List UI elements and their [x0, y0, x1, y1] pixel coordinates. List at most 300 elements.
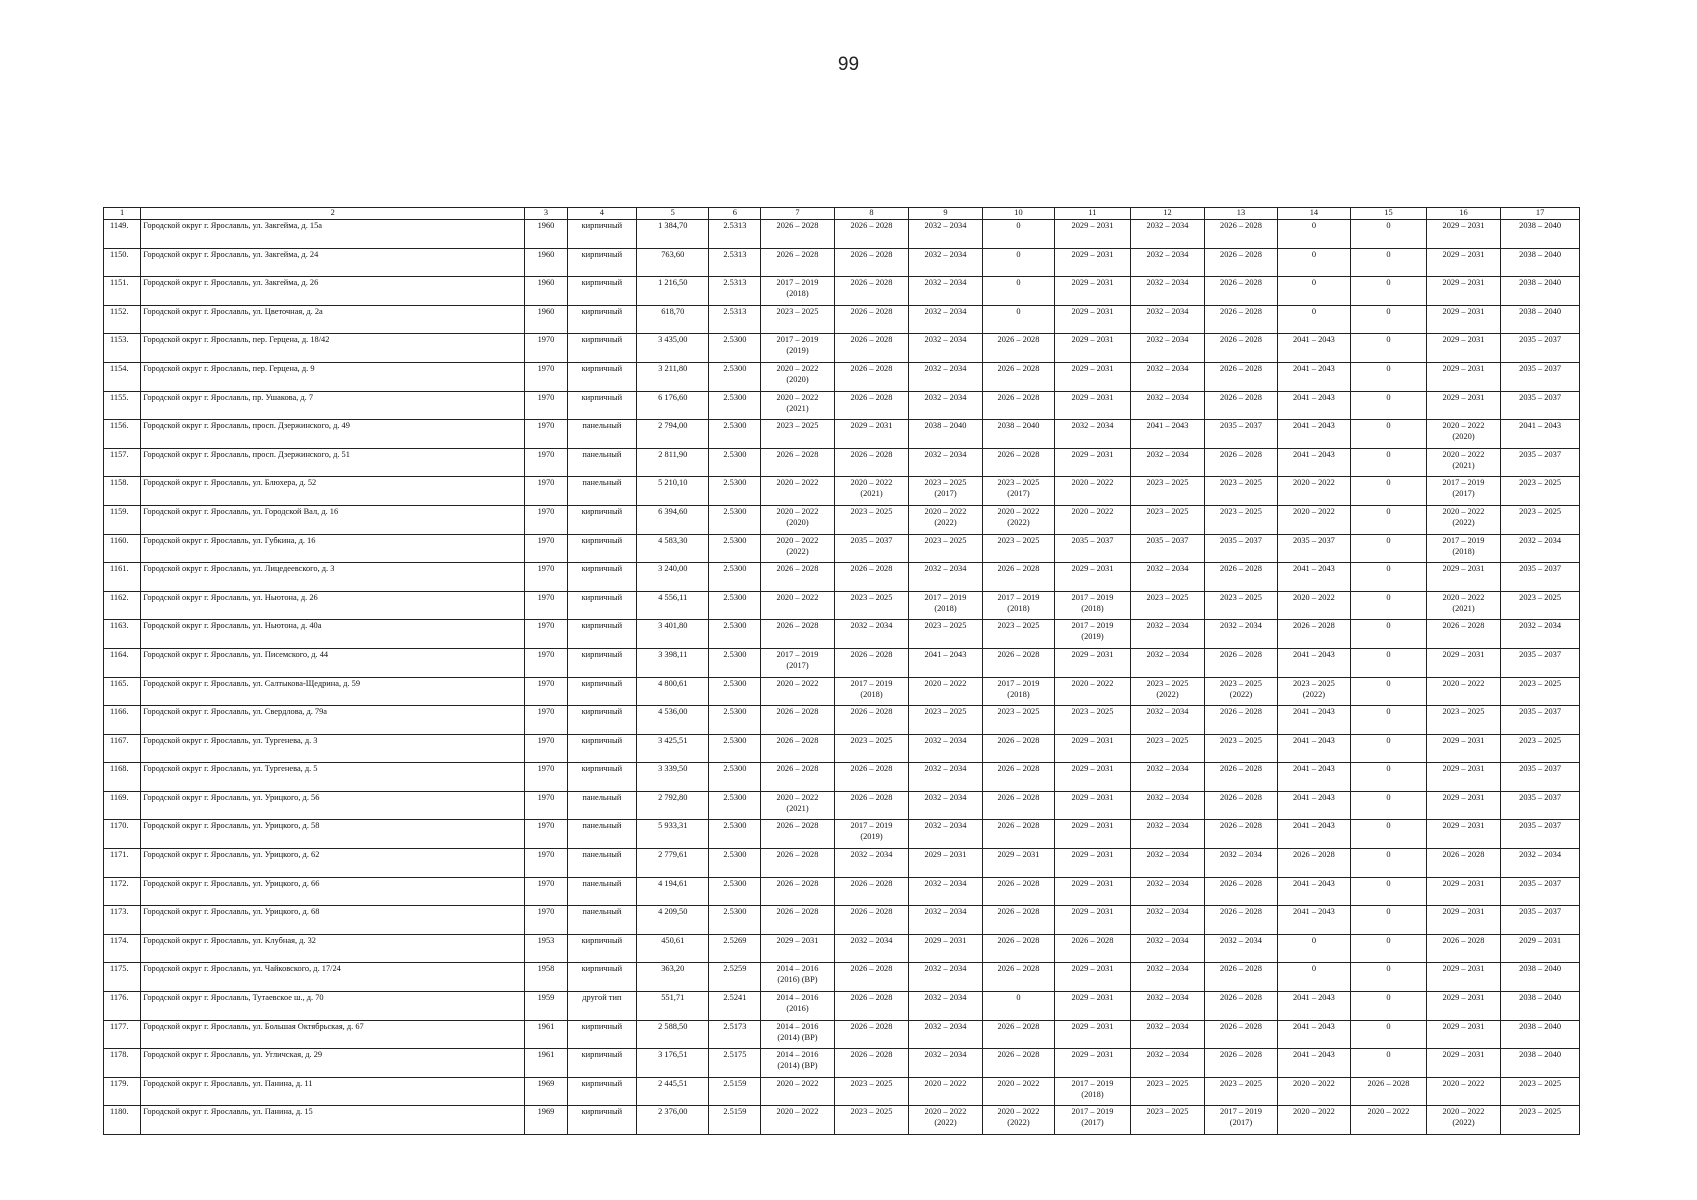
period-text: 2032 – 2034 — [1146, 993, 1189, 1003]
schedule-cell-8 — [834, 505, 909, 534]
period-text: 2032 – 2034 — [850, 935, 893, 945]
row-number: 1180. — [104, 1106, 141, 1135]
period-note: (2018) — [1007, 603, 1030, 613]
wall-material-cell: панельный — [567, 791, 636, 820]
period-text: 2041 – 2043 — [1292, 392, 1335, 402]
table-row — [104, 362, 1580, 391]
row-number: 1170. — [104, 820, 141, 849]
period-text: 2026 – 2028 — [997, 964, 1040, 974]
period-text: 2038 – 2040 — [924, 421, 967, 431]
period-text: 2035 – 2037 — [1220, 421, 1262, 431]
schedule-cell-12 — [1130, 992, 1205, 1021]
area-cell: 763,60 — [637, 248, 709, 277]
period-text: 2032 – 2034 — [1519, 621, 1562, 631]
period-text: 2029 – 2031 — [1071, 1050, 1114, 1060]
period-text: 2035 – 2037 — [1292, 535, 1335, 545]
schedule-cell-14 — [1277, 448, 1350, 477]
wall-material-cell: кирпичный — [567, 277, 636, 306]
rate-cell: 2.5300 — [709, 849, 761, 878]
schedule-cell-8 — [834, 992, 909, 1021]
period-text: 2023 – 2025 — [1519, 478, 1562, 488]
year-cell: 1970 — [525, 420, 567, 449]
column-number-header: 16 — [1426, 208, 1501, 220]
wall-material-cell: кирпичный — [567, 620, 636, 649]
schedule-cell-7 — [761, 1049, 834, 1078]
rate-cell: 2.5300 — [709, 448, 761, 477]
wall-material-cell: кирпичный — [567, 648, 636, 677]
schedule-cell-13 — [1205, 1020, 1277, 1049]
period-note: (2018) — [1452, 546, 1475, 556]
schedule-cell-17 — [1501, 391, 1580, 420]
address-cell: Городской округ г. Ярославль, ул. Ньютона, д. 26 — [141, 591, 525, 620]
schedule-cell-13 — [1205, 820, 1277, 849]
rate-cell: 2.5300 — [709, 791, 761, 820]
period-text: 2026 – 2028 — [1220, 764, 1262, 774]
table-row — [104, 763, 1580, 792]
period-note: (2022) — [934, 1118, 957, 1128]
address-cell: Городской округ г. Ярославль, ул. Тургенева, д. 5 — [141, 763, 525, 792]
column-number-header: 8 — [834, 208, 909, 220]
schedule-cell-17 — [1501, 1106, 1580, 1135]
schedule-cell-14 — [1277, 877, 1350, 906]
period-text: 2032 – 2034 — [1146, 392, 1189, 402]
period-text: 2017 – 2019 — [1442, 478, 1485, 488]
period-text: 2035 – 2037 — [1519, 764, 1562, 774]
area-cell: 6 394,60 — [637, 505, 709, 534]
period-text: 2029 – 2031 — [1442, 392, 1485, 402]
period-text: 2023 – 2025 — [1519, 506, 1562, 516]
period-text: 2032 – 2034 — [1519, 535, 1562, 545]
schedule-cell-15 — [1351, 1049, 1427, 1078]
schedule-cell-15 — [1351, 734, 1427, 763]
table-row — [104, 534, 1580, 563]
period-text: 2014 – 2016 — [776, 1050, 819, 1060]
schedule-cell-11 — [1055, 1077, 1131, 1106]
period-note: (2018) — [860, 689, 883, 699]
wall-material-cell: панельный — [567, 877, 636, 906]
address-cell: Городской округ г. Ярославль, ул. Тургенева, д. 3 — [141, 734, 525, 763]
period-text: 0 — [1386, 907, 1391, 917]
schedule-cell-11 — [1055, 648, 1131, 677]
schedule-cell-16 — [1426, 420, 1501, 449]
schedule-cell-11 — [1055, 734, 1131, 763]
row-number: 1162. — [104, 591, 141, 620]
schedule-cell-10 — [982, 420, 1054, 449]
period-text: 0 — [1386, 821, 1391, 831]
period-text: 2029 – 2031 — [1071, 335, 1114, 345]
period-text: 2020 – 2022 — [776, 363, 819, 373]
schedule-cell-14 — [1277, 391, 1350, 420]
year-cell: 1970 — [525, 677, 567, 706]
schedule-cell-9 — [909, 620, 982, 649]
year-cell: 1970 — [525, 849, 567, 878]
period-text: 2029 – 2031 — [1442, 363, 1485, 373]
period-note: (2017) — [1007, 489, 1030, 499]
area-cell: 2 588,50 — [637, 1020, 709, 1049]
schedule-cell-12 — [1130, 448, 1205, 477]
period-text: 2026 – 2028 — [776, 249, 819, 259]
period-text: 2023 – 2025 — [1146, 1107, 1189, 1117]
schedule-cell-9 — [909, 763, 982, 792]
schedule-cell-11 — [1055, 362, 1131, 391]
period-note: (2018) — [1007, 689, 1030, 699]
schedule-cell-16 — [1426, 1077, 1501, 1106]
period-text: 2038 – 2040 — [997, 421, 1040, 431]
schedule-cell-15 — [1351, 791, 1427, 820]
schedule-cell-16 — [1426, 591, 1501, 620]
schedule-cell-15 — [1351, 1077, 1427, 1106]
period-text: 2032 – 2034 — [1146, 249, 1189, 259]
rate-cell: 2.5175 — [709, 1049, 761, 1078]
period-text: 2029 – 2031 — [850, 421, 893, 431]
period-text: 2035 – 2037 — [1071, 535, 1114, 545]
schedule-cell-8 — [834, 763, 909, 792]
period-text: 2023 – 2025 — [924, 478, 967, 488]
rate-cell: 2.5173 — [709, 1020, 761, 1049]
period-text: 2029 – 2031 — [1442, 335, 1485, 345]
schedule-cell-10 — [982, 934, 1054, 963]
period-text: 2017 – 2019 — [997, 678, 1040, 688]
wall-material-cell: кирпичный — [567, 934, 636, 963]
area-cell: 2 811,90 — [637, 448, 709, 477]
schedule-cell-16 — [1426, 277, 1501, 306]
period-text: 2017 – 2019 — [1071, 592, 1114, 602]
schedule-cell-7 — [761, 391, 834, 420]
period-note: (2020) — [786, 517, 809, 527]
schedule-cell-10 — [982, 334, 1054, 363]
year-cell: 1960 — [525, 220, 567, 249]
year-cell: 1970 — [525, 477, 567, 506]
schedule-cell-8 — [834, 220, 909, 249]
schedule-cell-15 — [1351, 677, 1427, 706]
schedule-cell-17 — [1501, 248, 1580, 277]
period-text: 2029 – 2031 — [1071, 964, 1114, 974]
schedule-cell-7 — [761, 877, 834, 906]
schedule-cell-8 — [834, 1106, 909, 1135]
schedule-cell-16 — [1426, 563, 1501, 592]
period-text: 2041 – 2043 — [924, 649, 967, 659]
period-text: 2026 – 2028 — [1220, 792, 1262, 802]
schedule-cell-13 — [1205, 477, 1277, 506]
period-text: 2032 – 2034 — [924, 764, 967, 774]
schedule-cell-12 — [1130, 248, 1205, 277]
period-text: 2023 – 2025 — [1519, 1107, 1562, 1117]
period-text: 2032 – 2034 — [924, 993, 967, 1003]
schedule-cell-13 — [1205, 362, 1277, 391]
schedule-cell-14 — [1277, 791, 1350, 820]
schedule-cell-16 — [1426, 505, 1501, 534]
table-row — [104, 620, 1580, 649]
period-text: 0 — [1386, 678, 1391, 688]
schedule-cell-14 — [1277, 563, 1350, 592]
period-text: 2032 – 2034 — [1146, 449, 1189, 459]
schedule-cell-17 — [1501, 420, 1580, 449]
period-text: 2026 – 2028 — [997, 1050, 1040, 1060]
address-cell: Городской округ г. Ярославль, просп. Дзержинского, д. 49 — [141, 420, 525, 449]
schedule-cell-15 — [1351, 505, 1427, 534]
period-text: 2020 – 2022 — [1292, 1078, 1335, 1088]
period-text: 2026 – 2028 — [1220, 649, 1262, 659]
schedule-cell-15 — [1351, 706, 1427, 735]
period-note: (2018) — [786, 289, 809, 299]
address-cell: Городской округ г. Ярославль, ул. Губкина, д. 16 — [141, 534, 525, 563]
period-text: 2041 – 2043 — [1292, 792, 1335, 802]
period-text: 2038 – 2040 — [1519, 993, 1562, 1003]
schedule-cell-11 — [1055, 620, 1131, 649]
schedule-cell-9 — [909, 992, 982, 1021]
schedule-cell-17 — [1501, 362, 1580, 391]
schedule-cell-15 — [1351, 1020, 1427, 1049]
period-text: 2029 – 2031 — [1442, 306, 1485, 316]
period-text: 2032 – 2034 — [924, 249, 967, 259]
wall-material-cell: кирпичный — [567, 963, 636, 992]
rate-cell: 2.5300 — [709, 477, 761, 506]
wall-material-cell: кирпичный — [567, 220, 636, 249]
period-text: 2029 – 2031 — [1071, 449, 1114, 459]
period-text: 2032 – 2034 — [1146, 306, 1189, 316]
schedule-cell-13 — [1205, 1049, 1277, 1078]
row-number: 1157. — [104, 448, 141, 477]
schedule-cell-15 — [1351, 1106, 1427, 1135]
period-text: 0 — [1311, 278, 1317, 288]
period-text: 2023 – 2025 — [850, 506, 893, 516]
period-text: 2014 – 2016 — [776, 1021, 819, 1031]
row-number: 1154. — [104, 362, 141, 391]
schedule-cell-11 — [1055, 505, 1131, 534]
row-number: 1163. — [104, 620, 141, 649]
period-note: (2016) (ВР) — [777, 975, 818, 985]
schedule-cell-10 — [982, 248, 1054, 277]
row-number: 1168. — [104, 763, 141, 792]
period-text: 2020 – 2022 — [1292, 592, 1335, 602]
table-row — [104, 477, 1580, 506]
schedule-cell-17 — [1501, 992, 1580, 1021]
period-text: 2032 – 2034 — [1146, 621, 1189, 631]
period-text: 2032 – 2034 — [924, 449, 967, 459]
schedule-cell-16 — [1426, 248, 1501, 277]
schedule-cell-7 — [761, 334, 834, 363]
address-cell: Городской округ г. Ярославль, ул. Писемского, д. 44 — [141, 648, 525, 677]
period-text: 0 — [1386, 592, 1391, 602]
schedule-cell-10 — [982, 277, 1054, 306]
schedule-cell-17 — [1501, 305, 1580, 334]
period-text: 2032 – 2034 — [924, 735, 967, 745]
schedule-cell-8 — [834, 734, 909, 763]
address-cell: Городской округ г. Ярославль, пер. Герцена, д. 18/42 — [141, 334, 525, 363]
schedule-cell-7 — [761, 220, 834, 249]
period-note: (2016) — [786, 1004, 809, 1014]
schedule-cell-15 — [1351, 277, 1427, 306]
period-note: (2021) — [1452, 603, 1475, 613]
period-text: 2029 – 2031 — [1071, 649, 1114, 659]
schedule-cell-7 — [761, 420, 834, 449]
wall-material-cell: кирпичный — [567, 1106, 636, 1135]
period-text: 0 — [1386, 964, 1391, 974]
period-text: 2032 – 2034 — [1519, 850, 1562, 860]
schedule-cell-16 — [1426, 477, 1501, 506]
period-text: 2026 – 2028 — [850, 392, 893, 402]
area-cell: 3 401,80 — [637, 620, 709, 649]
period-text: 2035 – 2037 — [1220, 535, 1262, 545]
period-text: 0 — [1016, 306, 1021, 316]
address-cell: Городской округ г. Ярославль, ул. Урицкого, д. 62 — [141, 849, 525, 878]
period-text: 2029 – 2031 — [1071, 249, 1114, 259]
period-text: 2026 – 2028 — [1442, 850, 1485, 860]
area-cell: 6 176,60 — [637, 391, 709, 420]
period-text: 2023 – 2025 — [997, 707, 1040, 717]
schedule-cell-10 — [982, 362, 1054, 391]
period-text: 2029 – 2031 — [1442, 1050, 1485, 1060]
schedule-cell-11 — [1055, 220, 1131, 249]
period-text: 2032 – 2034 — [1071, 421, 1114, 431]
row-number: 1149. — [104, 220, 141, 249]
period-text: 2041 – 2043 — [1292, 878, 1335, 888]
address-cell: Городской округ г. Ярославль, ул. Угличская, д. 29 — [141, 1049, 525, 1078]
schedule-cell-17 — [1501, 277, 1580, 306]
period-text: 2026 – 2028 — [1220, 335, 1262, 345]
rate-cell: 2.5300 — [709, 877, 761, 906]
schedule-cell-14 — [1277, 1020, 1350, 1049]
period-text: 2020 – 2022 — [1071, 506, 1114, 516]
schedule-cell-17 — [1501, 620, 1580, 649]
period-text: 2026 – 2028 — [850, 278, 893, 288]
address-cell: Городской округ г. Ярославль, ул. Панина, д. 15 — [141, 1106, 525, 1135]
table-row — [104, 849, 1580, 878]
wall-material-cell: кирпичный — [567, 305, 636, 334]
schedule-cell-7 — [761, 763, 834, 792]
schedule-cell-9 — [909, 334, 982, 363]
period-text: 2029 – 2031 — [924, 850, 967, 860]
schedule-cell-8 — [834, 963, 909, 992]
period-text: 2035 – 2037 — [850, 535, 893, 545]
period-note: (2019) — [860, 832, 883, 842]
period-text: 2014 – 2016 — [776, 993, 819, 1003]
schedule-cell-13 — [1205, 534, 1277, 563]
period-text: 2029 – 2031 — [1071, 564, 1114, 574]
period-text: 2041 – 2043 — [1292, 449, 1335, 459]
period-text: 2023 – 2025 — [924, 621, 967, 631]
address-cell: Городской округ г. Ярославль, ул. Чайковского, д. 17/24 — [141, 963, 525, 992]
schedule-cell-13 — [1205, 934, 1277, 963]
rate-cell: 2.5300 — [709, 563, 761, 592]
period-text: 2020 – 2022 — [1071, 478, 1114, 488]
period-text: 2020 – 2022 — [776, 392, 819, 402]
schedule-cell-11 — [1055, 820, 1131, 849]
period-text: 2029 – 2031 — [1519, 935, 1562, 945]
period-text: 2026 – 2028 — [850, 249, 893, 259]
period-text: 2020 – 2022 — [776, 535, 819, 545]
period-text: 2041 – 2043 — [1292, 421, 1335, 431]
schedule-cell-8 — [834, 591, 909, 620]
address-cell: Городской округ г. Ярославль, пер. Герцена, д. 9 — [141, 362, 525, 391]
period-text: 2029 – 2031 — [924, 935, 967, 945]
schedule-cell-13 — [1205, 992, 1277, 1021]
schedule-cell-7 — [761, 791, 834, 820]
schedule-cell-9 — [909, 791, 982, 820]
period-text: 2026 – 2028 — [1442, 621, 1485, 631]
schedule-cell-12 — [1130, 706, 1205, 735]
period-text: 2026 – 2028 — [776, 707, 819, 717]
table-row — [104, 706, 1580, 735]
period-text: 0 — [1386, 993, 1391, 1003]
period-text: 2023 – 2025 — [850, 592, 893, 602]
period-text: 2026 – 2028 — [1220, 878, 1262, 888]
period-text: 2029 – 2031 — [1071, 878, 1114, 888]
schedule-cell-17 — [1501, 706, 1580, 735]
column-number-header: 4 — [567, 208, 636, 220]
year-cell: 1970 — [525, 505, 567, 534]
schedule-cell-17 — [1501, 820, 1580, 849]
schedule-cell-9 — [909, 248, 982, 277]
period-text: 2035 – 2037 — [1519, 821, 1562, 831]
year-cell: 1970 — [525, 820, 567, 849]
period-text: 2029 – 2031 — [1442, 878, 1485, 888]
period-text: 2032 – 2034 — [1146, 221, 1189, 230]
schedule-cell-7 — [761, 706, 834, 735]
period-text: 2020 – 2022 — [1367, 1107, 1410, 1117]
period-text: 2035 – 2037 — [1519, 878, 1562, 888]
schedule-cell-14 — [1277, 706, 1350, 735]
schedule-cell-16 — [1426, 620, 1501, 649]
schedule-cell-9 — [909, 477, 982, 506]
schedule-cell-12 — [1130, 963, 1205, 992]
address-cell: Городской округ г. Ярославль, ул. Большая Октябрьская, д. 67 — [141, 1020, 525, 1049]
schedule-cell-11 — [1055, 391, 1131, 420]
address-cell: Городской округ г. Ярославль, ул. Салтыкова-Щедрина, д. 59 — [141, 677, 525, 706]
period-text: 2032 – 2034 — [850, 850, 893, 860]
address-cell: Городской округ г. Ярославль, ул. Урицкого, д. 68 — [141, 906, 525, 935]
schedule-cell-7 — [761, 1106, 834, 1135]
year-cell: 1970 — [525, 706, 567, 735]
schedule-cell-14 — [1277, 906, 1350, 935]
period-text: 0 — [1386, 363, 1391, 373]
schedule-cell-13 — [1205, 734, 1277, 763]
year-cell: 1970 — [525, 448, 567, 477]
schedule-cell-8 — [834, 277, 909, 306]
rate-cell: 2.5259 — [709, 963, 761, 992]
period-text: 2035 – 2037 — [1519, 449, 1562, 459]
column-number-header: 13 — [1205, 208, 1277, 220]
schedule-cell-10 — [982, 620, 1054, 649]
wall-material-cell: кирпичный — [567, 563, 636, 592]
wall-material-cell: панельный — [567, 820, 636, 849]
schedule-cell-14 — [1277, 534, 1350, 563]
period-text: 0 — [1386, 392, 1391, 402]
period-text: 2026 – 2028 — [850, 335, 893, 345]
period-note: (2021) — [786, 403, 809, 413]
period-text: 2029 – 2031 — [1071, 735, 1114, 745]
table-row — [104, 448, 1580, 477]
period-text: 2026 – 2028 — [850, 964, 893, 974]
period-text: 2020 – 2022 — [850, 478, 893, 488]
row-number: 1155. — [104, 391, 141, 420]
schedule-cell-15 — [1351, 648, 1427, 677]
schedule-cell-9 — [909, 505, 982, 534]
schedule-cell-10 — [982, 820, 1054, 849]
schedule-cell-16 — [1426, 648, 1501, 677]
period-text: 2023 – 2025 — [997, 535, 1040, 545]
period-text: 2026 – 2028 — [1292, 850, 1335, 860]
schedule-cell-7 — [761, 934, 834, 963]
period-text: 2020 – 2022 — [1442, 678, 1485, 688]
schedule-cell-16 — [1426, 706, 1501, 735]
schedule-cell-10 — [982, 591, 1054, 620]
period-note: (2018) — [1081, 1089, 1104, 1099]
schedule-cell-8 — [834, 1049, 909, 1078]
period-text: 2026 – 2028 — [1442, 935, 1485, 945]
schedule-cell-7 — [761, 963, 834, 992]
schedule-cell-12 — [1130, 1106, 1205, 1135]
